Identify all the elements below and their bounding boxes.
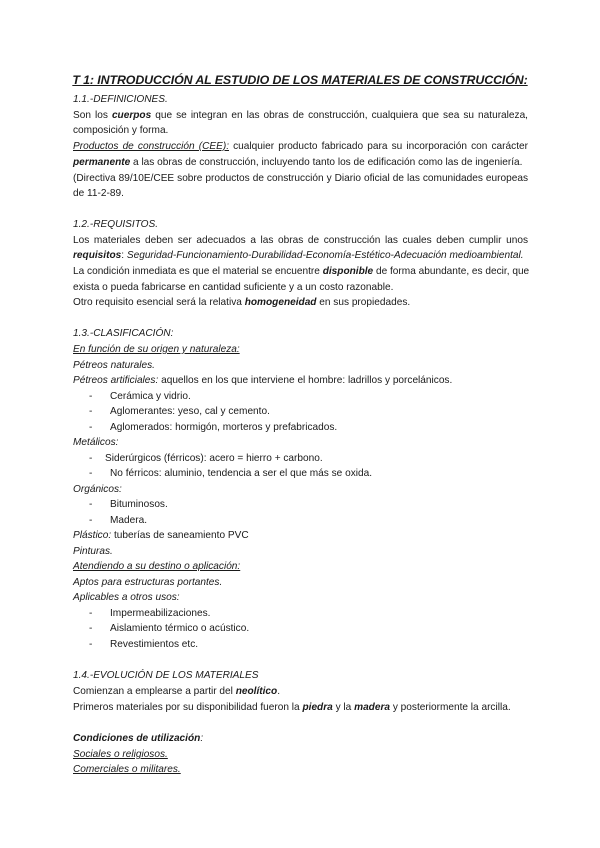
subheading-origen: En función de su origen y naturaleza: xyxy=(73,344,240,355)
section-heading-definiciones: 1.1.-DEFINICIONES. xyxy=(73,94,168,105)
list-item: Aglomerantes: yeso, cal y cemento. xyxy=(110,406,270,417)
item-comerciales: Comerciales o militares. xyxy=(73,764,181,775)
paragraph-line: de 11-2-89. xyxy=(73,188,124,199)
category-organicos: Orgánicos: xyxy=(73,484,122,495)
category-aplicables: Aplicables a otros usos: xyxy=(73,592,180,603)
item-sociales: Sociales o religiosos. xyxy=(73,749,168,760)
list-bullet: - xyxy=(89,608,93,619)
list-item: Cerámica y vidrio. xyxy=(110,391,191,402)
paragraph-line: Son los cuerpos que se integran en las obras de construcción, cualquiera que sea su naturaleza, xyxy=(73,110,528,121)
paragraph-line: Los materiales deben ser adecuados a las obras de construcción las cuales deben cumplir unos xyxy=(73,235,528,246)
section-heading-clasificacion: 1.3.-CLASIFICACIÓN: xyxy=(73,328,174,339)
subheading-condiciones: Condiciones de utilización: xyxy=(73,733,204,744)
page-title: T 1: INTRODUCCIÓN AL ESTUDIO DE LOS MATERIALES DE CONSTRUCCIÓN: xyxy=(72,73,528,87)
paragraph-line: requisitos: Seguridad-Funcionamiento-Durabilidad-Economía-Estético-Adecuación medioambiental. xyxy=(73,250,524,261)
list-item: No férricos: aluminio, tendencia a ser el que más se oxida. xyxy=(110,468,373,479)
section-heading-evolucion: 1.4.-EVOLUCIÓN DE LOS MATERIALES xyxy=(73,670,259,681)
category-pinturas: Pinturas. xyxy=(73,546,113,557)
category-petreos-naturales: Pétreos naturales. xyxy=(73,360,155,371)
paragraph-line: composición y forma. xyxy=(73,125,169,136)
subheading-destino: Atendiendo a su destino o aplicación: xyxy=(73,561,241,572)
paragraph-line: Comienzan a emplearse a partir del neolítico. xyxy=(73,686,281,697)
paragraph-line: Primeros materiales por su disponibilidad fueron la piedra y la madera y posteriormente la arcilla. xyxy=(73,702,511,713)
list-item: Impermeabilizaciones. xyxy=(110,608,211,619)
list-bullet: - xyxy=(89,623,93,634)
list-item: Madera. xyxy=(110,515,148,526)
list-item: Aglomerados: hormigón, morteros y prefabricados. xyxy=(110,422,338,433)
section-heading-requisitos: 1.2.-REQUISITOS. xyxy=(73,219,159,230)
list-bullet: - xyxy=(89,453,93,464)
paragraph-line: Otro requisito esencial será la relativa homogeneidad en sus propiedades. xyxy=(73,297,411,308)
emphasis-permanente: permanente xyxy=(73,157,131,168)
emphasis-requisitos: requisitos xyxy=(73,250,122,261)
emphasis-homogeneidad: homogeneidad xyxy=(244,297,317,308)
emphasis-madera: madera xyxy=(354,702,391,713)
list-bullet: - xyxy=(89,515,93,526)
category-aptos: Aptos para estructuras portantes. xyxy=(73,577,223,588)
category-plastico: Plástico: tuberías de saneamiento PVC xyxy=(73,530,249,541)
list-item: Bituminosos. xyxy=(110,499,168,510)
emphasis-disponible: disponible xyxy=(322,266,374,277)
list-item: Aislamiento térmico o acústico. xyxy=(110,623,250,634)
list-item: Siderúrgicos (férricos): acero = hierro + carbono. xyxy=(105,453,323,464)
list-bullet: - xyxy=(89,391,93,402)
emphasis-piedra: piedra xyxy=(302,702,333,713)
list-bullet: - xyxy=(89,639,93,650)
list-bullet: - xyxy=(89,499,93,510)
list-bullet: - xyxy=(89,468,93,479)
category-petreos-artificiales: Pétreos artificiales: aquellos en los que interviene el hombre: ladrillos y porcelánicos. xyxy=(73,375,453,386)
term-productos-construccion: Productos de construcción (CEE): xyxy=(73,141,229,152)
paragraph-line: Productos de construcción (CEE): cualquier producto fabricado para su incorporación con carácter xyxy=(73,141,528,152)
category-metalicos: Metálicos: xyxy=(73,437,119,448)
list-bullet: - xyxy=(89,406,93,417)
paragraph-line: permanente a las obras de construcción, incluyendo tanto los de edificación como las de ingeniería. xyxy=(73,157,523,168)
paragraph-line: exista o pueda fabricarse en cantidad suficiente y a un costo razonable. xyxy=(73,282,394,293)
paragraph-line: (Directiva 89/10E/CEE sobre productos de construcción y Diario oficial de las comunidades europeas xyxy=(73,173,528,184)
emphasis-cuerpos: cuerpos xyxy=(111,110,152,121)
list-bullet: - xyxy=(89,422,93,433)
emphasis-neolitico: neolítico xyxy=(235,686,278,697)
paragraph-line: La condición inmediata es que el material se encuentre disponible de forma abundante, es decir, que xyxy=(73,266,530,277)
list-item: Revestimientos etc. xyxy=(110,639,199,650)
